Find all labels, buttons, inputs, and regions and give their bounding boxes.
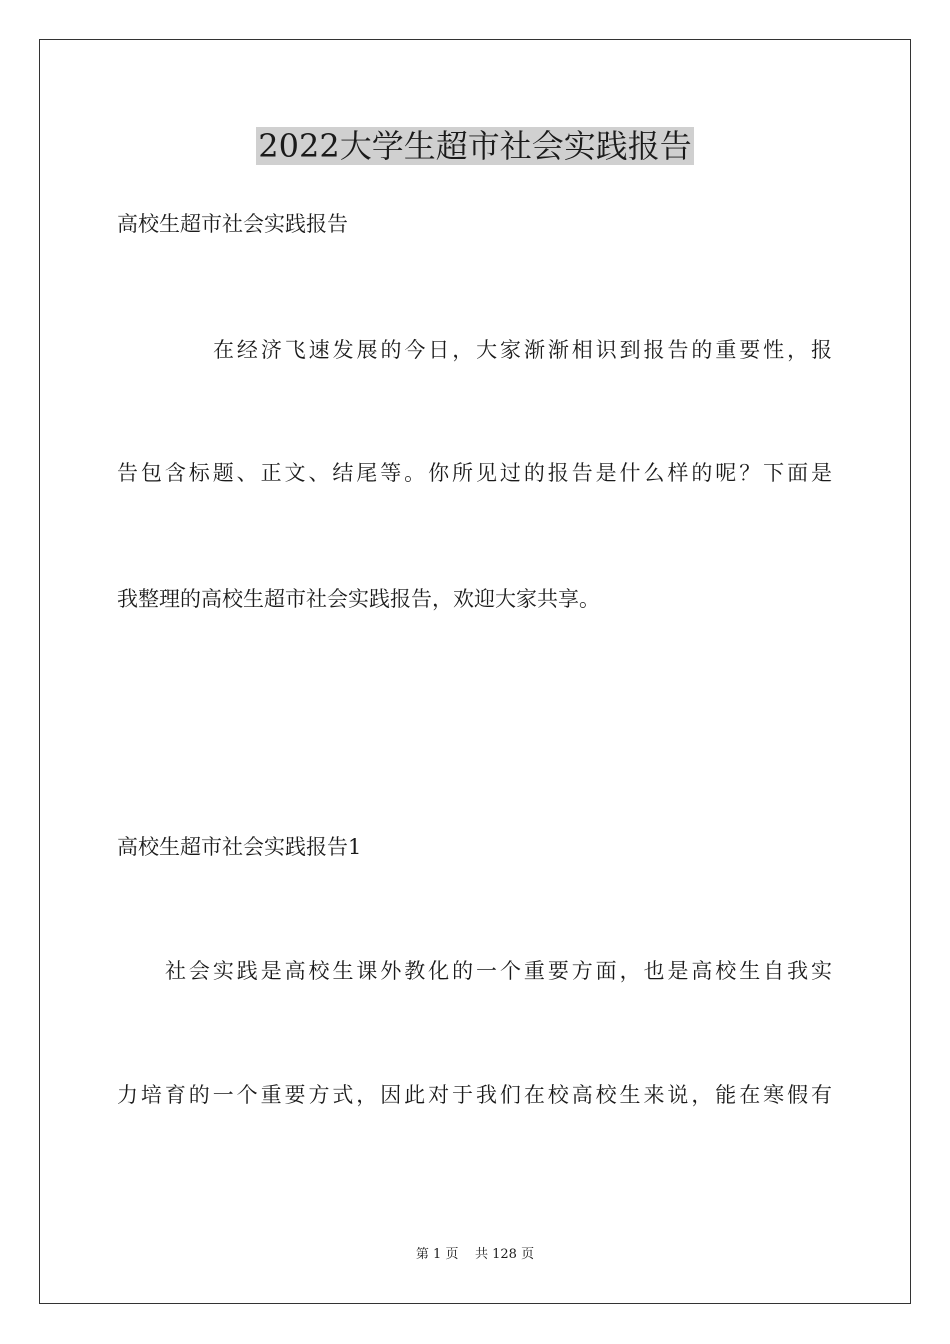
intro-paragraph-line-1: 在经济飞速发展的今日，大家渐渐相识到报告的重要性，报: [213, 338, 832, 362]
document-title: [0, 122, 950, 170]
body-paragraph-line-2: 力培育的一个重要方式，因此对于我们在校高校生来说，能在寒假有: [117, 1083, 832, 1107]
intro-paragraph-line-2: 告包含标题、正文、结尾等。你所见过的报告是什么样的呢？下面是: [117, 461, 832, 485]
body-paragraph-line-1: 社会实践是高校生课外教化的一个重要方面，也是高校生自我实: [165, 959, 832, 983]
document-title-text: 2022大学生超市社会实践报告: [258, 127, 692, 165]
document-subtitle: 高校生超市社会实践报告: [117, 212, 348, 236]
page-number-footer: 第 1 页 共 128 页: [415, 1247, 535, 1262]
section-heading: 高校生超市社会实践报告1: [117, 835, 362, 859]
intro-paragraph-line-3: 我整理的高校生超市社会实践报告，欢迎大家共享。: [117, 587, 600, 611]
